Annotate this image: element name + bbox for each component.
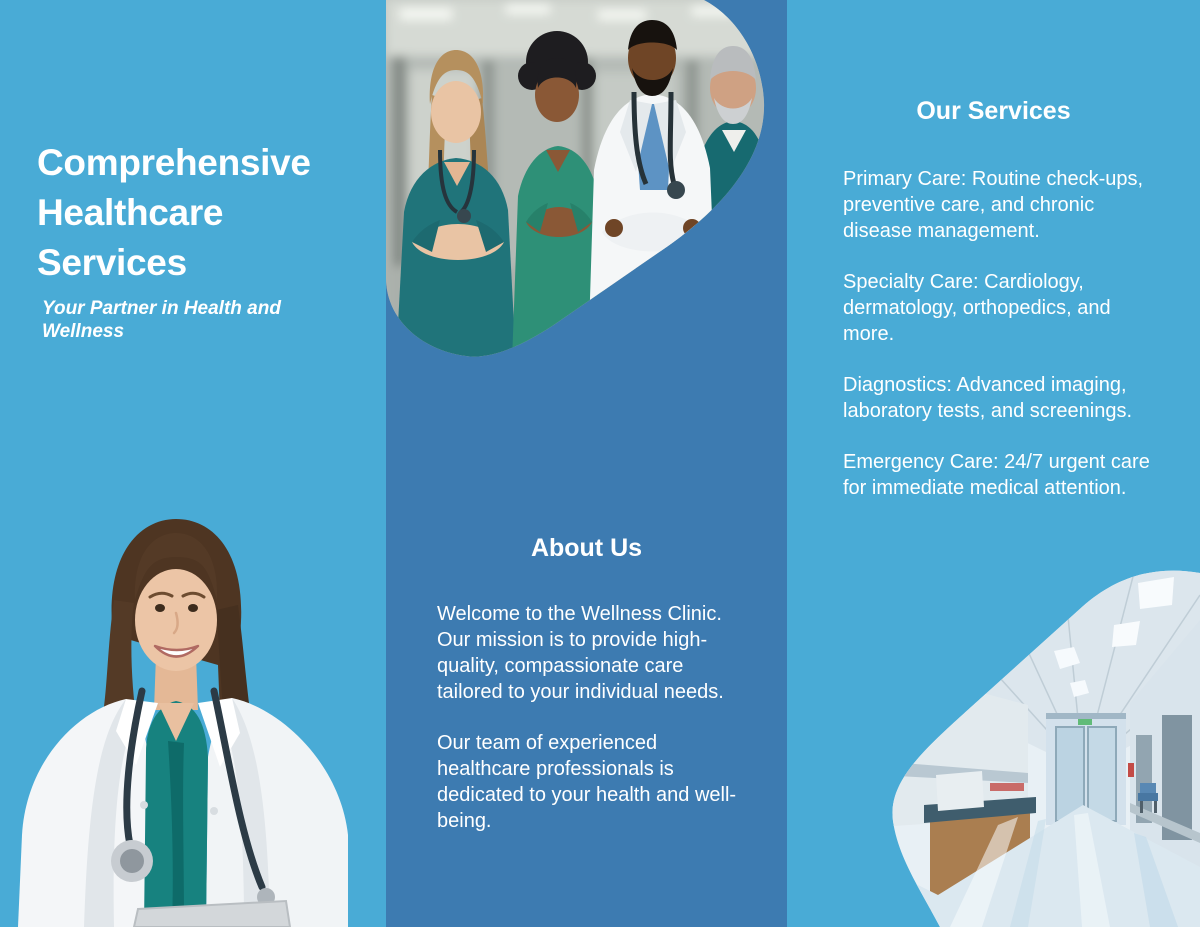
about-text (437, 601, 737, 859)
services-list (843, 166, 1151, 526)
service-item: Primary Care: Routine check-ups, preventive care, and chronic disease management. (843, 168, 1144, 242)
service-item: Emergency Care: 24/7 urgent care for immediate medical attention. (843, 451, 1150, 499)
about-paragraph: Welcome to the Wellness Clinic. Our mission is to provide high-quality, compassionate care tailored to your individual needs. (437, 603, 724, 703)
service-item: Specialty Care: Cardiology, dermatology, orthopedics, and more. (843, 271, 1111, 345)
panel-right (787, 0, 1200, 927)
page-title: Comprehensive Healthcare Services (37, 142, 311, 283)
about-heading: About Us (530, 534, 643, 562)
page-subtitle: Your Partner in Health and Wellness (42, 298, 281, 342)
panel-left (0, 0, 386, 927)
hallway-photo (878, 565, 1200, 927)
services-heading: Our Services (916, 97, 1071, 125)
doctor-photo (18, 505, 348, 927)
team-photo (386, 0, 766, 362)
panel-middle (386, 0, 787, 927)
service-item: Diagnostics: Advanced imaging, laboratory tests, and screenings. (843, 374, 1133, 422)
about-paragraph: Our team of experienced healthcare professionals is dedicated to your health and well-being. (437, 732, 737, 832)
